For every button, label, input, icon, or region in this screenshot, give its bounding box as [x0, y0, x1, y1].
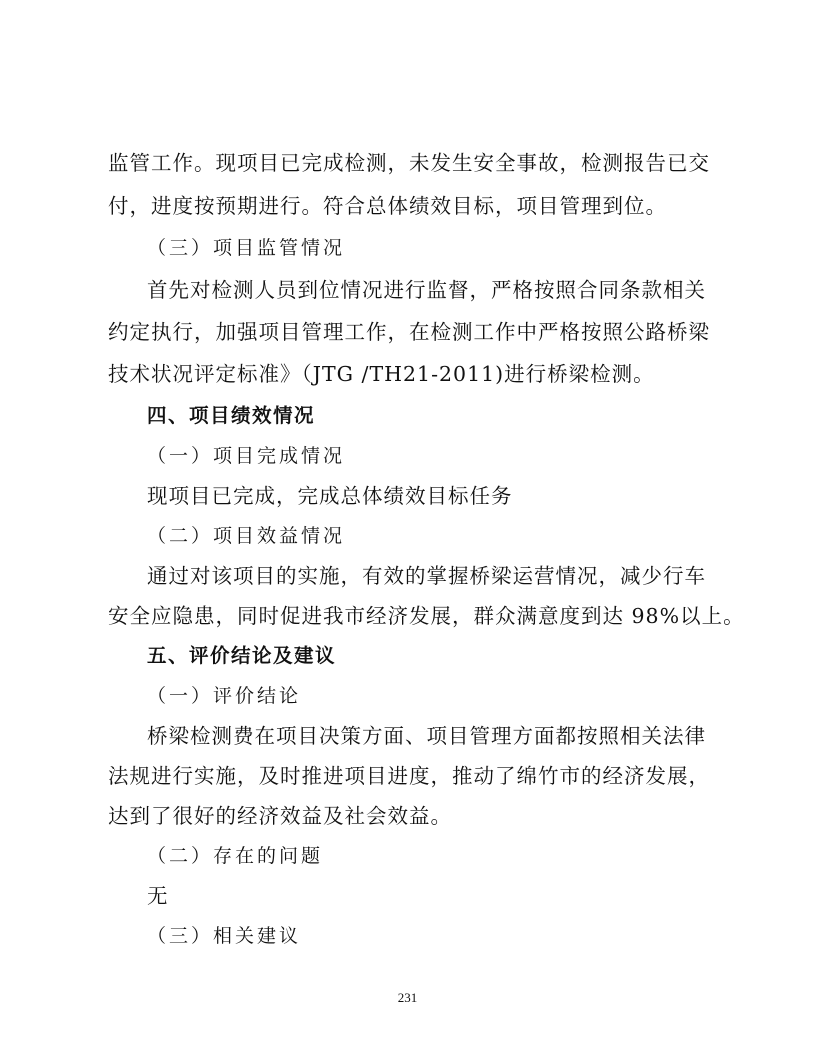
body-paragraph-line: 监管工作。现项目已完成检测，未发生安全事故，检测报告已交: [108, 151, 710, 175]
page-number: 231: [397, 990, 418, 1005]
body-paragraph-line: 现项目已完成，完成总体绩效目标任务: [147, 484, 513, 508]
subsection-heading: （二）项目效益情况: [147, 525, 346, 547]
body-paragraph-line: 约定执行，加强项目管理工作，在检测工作中严格按照公路桥梁: [108, 320, 710, 344]
subsection-heading: （二）存在的问题: [147, 845, 324, 867]
body-paragraph-line: 通过对该项目的实施，有效的掌握桥梁运营情况，减少行车: [147, 564, 706, 588]
section-heading: 四、项目绩效情况: [147, 404, 316, 427]
section-heading: 五、评价结论及建议: [147, 644, 337, 667]
subsection-heading: （三）相关建议: [147, 925, 302, 947]
subsection-heading: （一）评价结论: [147, 685, 302, 707]
body-paragraph-line: 桥梁检测费在项目决策方面、项目管理方面都按照相关法律: [147, 724, 706, 748]
body-paragraph-line: 法规进行实施，及时推进项目进度，推动了绵竹市的经济发展，: [108, 764, 710, 788]
subsection-heading: （三）项目监管情况: [147, 237, 346, 259]
body-paragraph-line: 技术状况评定标准》（JTG /TH21-2011)进行桥梁检测。: [108, 362, 655, 386]
body-paragraph-line: 无: [147, 884, 169, 908]
body-paragraph-line: 付，进度按预期进行。符合总体绩效目标，项目管理到位。: [108, 194, 667, 218]
subsection-heading: （一）项目完成情况: [147, 445, 346, 467]
body-paragraph-line: 达到了很好的经济效益及社会效益。: [108, 804, 452, 828]
body-paragraph-line: 安全应隐患，同时促进我市经济发展，群众满意度到达 98%以上。: [108, 604, 745, 628]
body-paragraph-line: 首先对检测人员到位情况进行监督，严格按照合同条款相关: [147, 278, 706, 302]
